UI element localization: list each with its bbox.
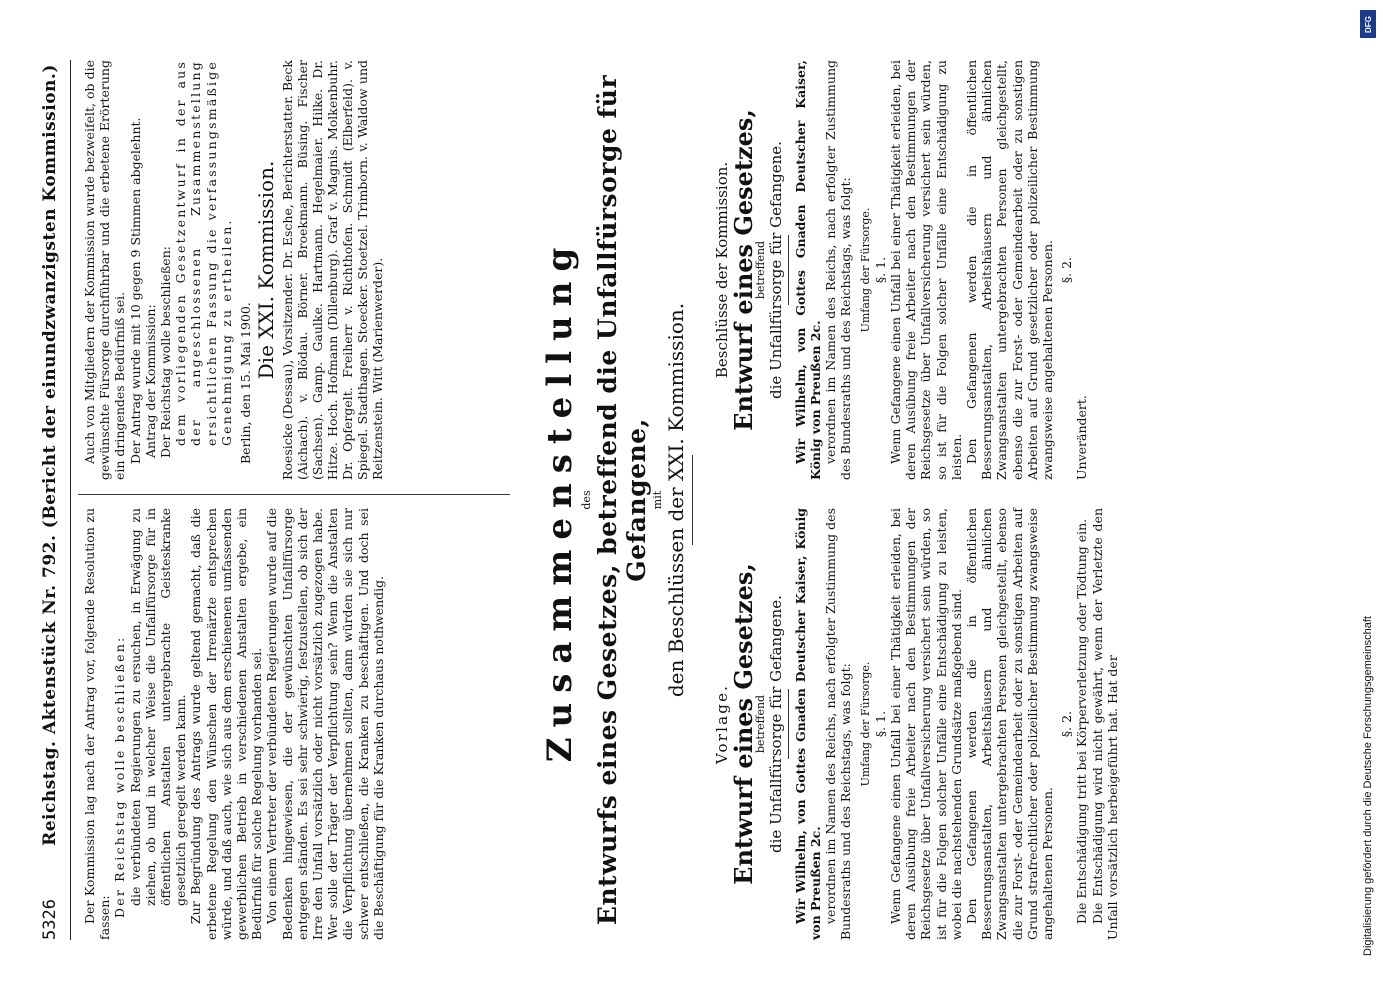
title-mit: mit	[651, 490, 664, 510]
beschluesse-s2-text: Unverändert.	[1074, 395, 1090, 480]
beschluesse-heading: Beschlüsse der Kommission.	[713, 161, 731, 379]
vorlage-preamble-name: Wir Wilhelm, von Gottes Gnaden Deutscher Kaiser, König von Preußen 2c.	[792, 508, 824, 940]
beschluesse-s2: §. 2.	[1059, 256, 1075, 284]
vorlage-section	[715, 508, 1120, 940]
beschluesse-topic: die Unfallfürsorge für Gefangene.	[766, 141, 785, 399]
committee-members: Roesicke (Dessau), Vorsitzender. Dr. Esche, Berichterstatter. Beck (Aichach). v. Blödau. Börner. Broekmann. Büsing. Fischer (Sachsen). Gamp. Gaulke. Hartmann. Hegelmaier. Hilke. Dr. Hitze. Hoch. Hofmann (Dillenburg). Graf v. Magnis. Molkenbuhr. Dr. Opfergelt. Freiherr v. Richthofen. Schmidt (Elberfeld). v. Spiegel. Stadthagen. Stoecker. Stoetzel. Trimborn. v. Waldow und Reitzenstein. Witt (Marienwerder).	[280, 60, 386, 480]
beschluesse-title: Entwurf eines Gesetzes,	[729, 109, 759, 431]
vorlage-preamble: verordnen im Namen des Reichs, nach erfolgter Zustimmung des Bundesraths und des Reichstags, was folgt:	[823, 508, 854, 940]
vorlage-s1-text: Wenn Gefangene einen Unfall bei einer Thätigkeit erleiden, bei deren Ausübung freie Arbeiter nach den Bestimmungen der Reichsgesetze über Unfallversicherung versichert sein würden, so ist für die Folgen solcher Unfälle eine Entschädigung zu leisten, wobei die nachstehenden Grundsätze maßgebend sind.	[888, 508, 964, 940]
beschluesse-preamble: verordnen im Namen des Reichs, nach erfolgter Zustimmung des Bundesraths und des Reichstags, was folgt:	[823, 60, 854, 480]
vorlage-s1: §. 1.	[872, 710, 888, 738]
paragraph: Der Antrag wurde mit 10 gegen 9 Stimmen abgelehnt.	[127, 117, 143, 464]
vorlage-title: Entwurf eines Gesetzes,	[729, 563, 759, 885]
paragraph: dem vorliegenden Gesetzentwurf in der aus der angeschlossenen Zusammenstellung ersichtlichen Fassung die verfassungsmäßige Genehmigung zu ertheilen.	[173, 60, 234, 446]
left-column	[82, 508, 386, 940]
header-title: Reichstag. Aktenstück Nr. 792. (Bericht der einundzwanzigsten Kommission.)	[40, 64, 60, 846]
beschluesse-section	[715, 60, 1090, 480]
section-rule	[788, 689, 789, 759]
credit-text: Digitalisierung gefördert durch die Deutsche Forschungsgemeinschaft	[1362, 616, 1374, 956]
beschluesse-s1-text2: Den Gefangenen werden die in öffentlichen Besserungsanstalten, Arbeitshäusern und ähnlichen Zwangsanstalten untergebrachten Personen gleichgestellt, ebenso die zur Forst- oder Gemeindearbeit oder zu sonstigen Arbeiten auf Grund gesetzlicher oder polizeilicher Bestimmung zwangsweise angehaltenen Personen.	[964, 60, 1056, 480]
beschluesse-s1: §. 1.	[872, 256, 888, 284]
beschluesse-preamble-name: Wir Wilhelm, von Gottes Gnaden Deutscher Kaiser, König von Preußen 2c.	[792, 60, 824, 480]
compilation-title: Zusammenstellung	[540, 237, 580, 763]
compilation-line3: den Beschlüssen der XXI. Kommission.	[664, 302, 688, 698]
vorlage-heading: Vorlage.	[713, 683, 731, 765]
title-rule	[692, 455, 693, 545]
dfg-logo-text: DFG	[1363, 15, 1373, 33]
paragraph: Zur Begründung des Antrags wurde geltend gemacht, daß die erbetene Regelung den Wünschen der Irrenärzte entsprechen würde, und daß auch, wie sich aus dem erschienenen umfassenden gewerblichen Betrieb in verschiedenen Anstalten ergebe, ein Bedürfniß für solche Regelung vorhanden sei.	[188, 508, 265, 940]
paragraph: Von einem Vertreter der verbündeten Regierungen wurde auf die Bedenken hingewiesen, die der gewünschten Unfallfürsorge entgegen ständen. Es sei sehr schwierig, festzustellen, ob sich der Irre den Unfall vorsätzlich oder nicht vorsätzlich zugezogen habe. Wer solle der Träger der Verpflichtung sein? Wenn die Anstalten die Verpflichtung übernehmen sollten, dann würden sie sich nur schwer entschließen, die Kranken zu beschäftigen. Und doch sei die Beschäftigung für die Kranken durchaus nothwendig.	[264, 508, 386, 940]
vorlage-section-label: Umfang der Fürsorge.	[858, 661, 872, 787]
paragraph: die verbündeten Regierungen zu ersuchen, in Erwägung zu ziehen, ob und in welcher Weise die Unfallfürsorge für in öffentlichen Anstalten untergebrachte Geisteskranke gesetzlich geregelt werden kann.	[127, 508, 189, 906]
beschluesse-betreffend: betreffend	[754, 240, 768, 300]
column-divider	[78, 494, 510, 495]
compilation-title-block	[540, 60, 697, 940]
section-rule	[788, 235, 789, 305]
vorlage-s2-text: Die Entschädigung tritt bei Körperverletzung oder Tödtung ein.	[1074, 518, 1090, 924]
page-header	[30, 60, 71, 940]
vorlage-topic: die Unfallfürsorge für Gefangene.	[766, 595, 785, 853]
paragraph: Der Reichstag wolle beschließen:	[158, 246, 174, 458]
credit-strip	[1359, 6, 1377, 996]
beschluesse-section-label: Umfang der Fürsorge.	[858, 207, 872, 333]
paragraph: Der Reichstag wolle beschließen:	[112, 635, 128, 918]
paragraph: Antrag der Kommission:	[142, 304, 158, 458]
date-line: Berlin, den 15. Mai 1900.	[238, 302, 254, 464]
vorlage-betreffend: betreffend	[754, 694, 768, 754]
vorlage-s2: §. 2.	[1059, 710, 1075, 738]
paragraph: Auch von Mitgliedern der Kommission wurde bezweifelt, ob die gewünschte Fürsorge durchführbar und die erbetene Erörterung ein dringendes Bedürfniß sei.	[82, 60, 128, 480]
beschluesse-s1-text: Wenn Gefangene einen Unfall bei einer Thätigkeit erleiden, bei deren Ausübung freie Arbeiter nach den Bestimmungen der Reichsgesetze über Unfallversicherung versichert sein würden, so ist für die Folgen solcher Unfälle eine Entschädigung zu leisten.	[888, 60, 964, 480]
vorlage-s2-text2: Die Entschädigung wird nicht gewährt, wenn der Verletzte den Unfall vorsätzlich herbeigeführt hat. Hat der	[1089, 508, 1120, 940]
compilation-subtitle: Entwurfs eines Gesetzes, betreffend die Unfallfürsorge für Gefangene,	[593, 74, 651, 926]
paragraph: Der Kommission lag nach der Antrag vor, folgende Resolution zu fassen:	[82, 508, 113, 940]
title-des: des	[580, 490, 593, 510]
page-number: 5326	[40, 899, 60, 940]
right-column	[82, 60, 385, 480]
committee-title: Die XXI. Kommission.	[254, 160, 279, 380]
vorlage-s1-text2: Den Gefangenen werden die in öffentlichen Besserungsanstalten, Arbeitshäusern und ähnlichen Zwangsanstalten untergebrachten Personen gleichgestellt, ebenso die zur Forst- oder Gemeindearbeit oder zu sonstigen Arbeiten auf Grund strafrechtlicher oder polizeilicher Bestimmung zwangsweise angehaltenen Personen.	[964, 508, 1056, 940]
